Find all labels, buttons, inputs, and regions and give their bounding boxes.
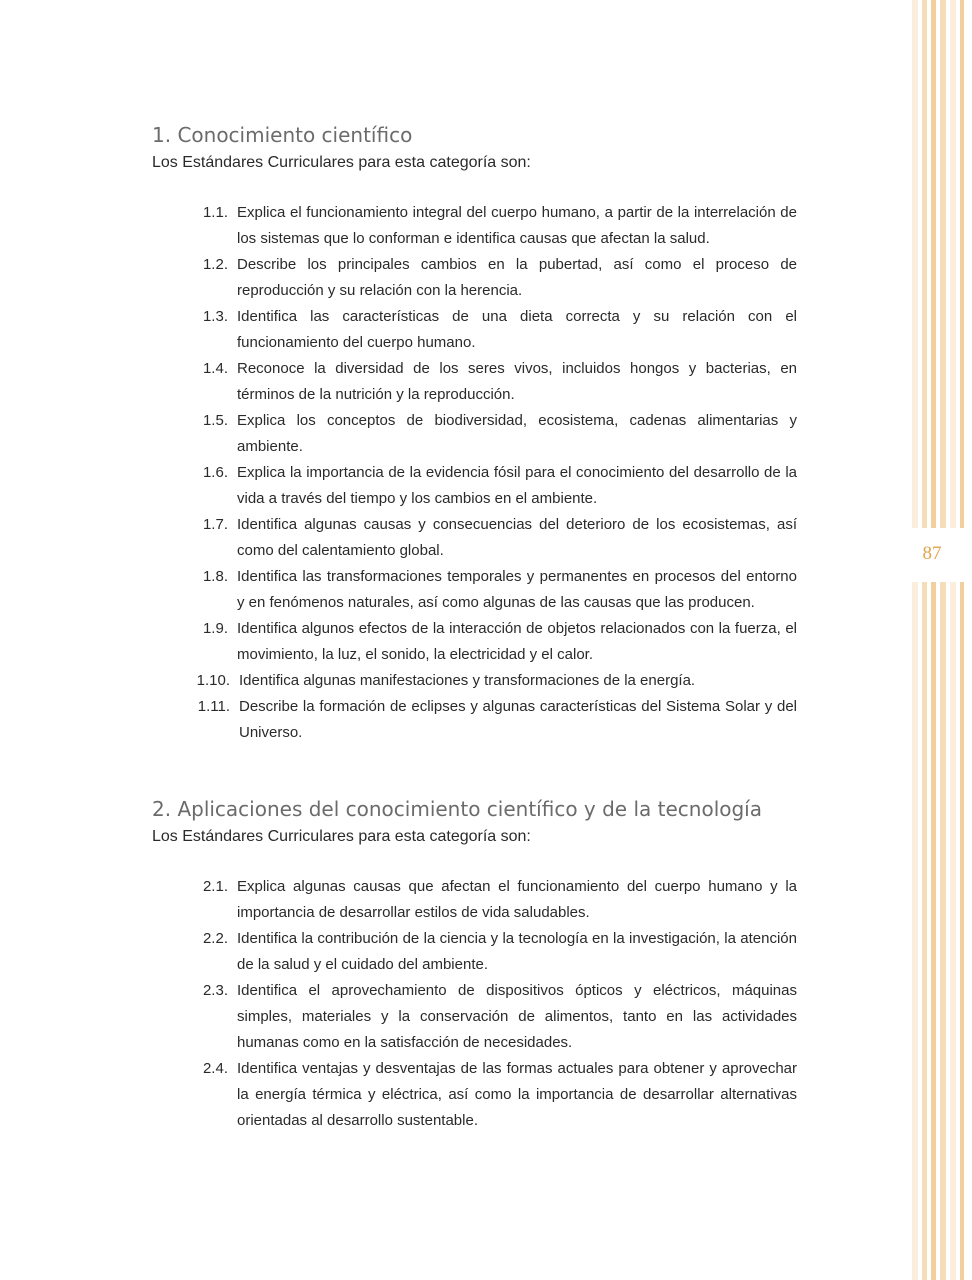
item-text: Explica el funcionamiento integral del cuerpo humano, a partir de la interrelación de los sistemas que lo conforman e identifica causas que afectan la salud. — [237, 204, 797, 247]
item-number: 1.8. — [202, 568, 228, 585]
item-number: 2.2. — [202, 930, 228, 947]
stripe — [950, 0, 956, 1280]
item-number: 1.7. — [202, 516, 228, 533]
item-text: Identifica la contribución de la ciencia y la tecnología en la investigación, la atención de la salud y el cuidado del ambiente. — [237, 930, 797, 973]
list-item — [152, 304, 797, 356]
stripe — [940, 0, 946, 1280]
main-content — [152, 118, 797, 1134]
item-number: 1.4. — [202, 360, 228, 377]
list-item — [152, 694, 797, 746]
item-number: 2.1. — [202, 878, 228, 895]
decorative-side-stripes — [912, 0, 972, 1280]
item-number: 1.9. — [202, 620, 228, 637]
item-text: Identifica el aprovechamiento de dispositivos ópticos y eléctricos, máquinas simples, materiales y la conservación de alimentos, tanto en las actividades humanas como en la satisfacción de necesidades. — [237, 982, 797, 1051]
item-number: 1.11. — [197, 698, 230, 715]
item-text: Identifica ventajas y desventajas de las formas actuales para obtener y aprovechar la energía térmica y eléctrica, así como la importancia de desarrollar alternativas orientadas al desarrollo sustentable. — [237, 1060, 797, 1129]
item-text: Identifica las transformaciones temporales y permanentes en procesos del entorno y en fenómenos naturales, así como algunas de las causas que las producen. — [237, 568, 797, 611]
item-text: Identifica algunas manifestaciones y transformaciones de la energía. — [239, 672, 696, 689]
section-intro: Los Estándares Curriculares para esta categoría son: — [152, 154, 531, 171]
section-title: 2. Aplicaciones del conocimiento científico y de la tecnología — [152, 797, 762, 821]
list-item — [152, 564, 797, 616]
list-item — [152, 616, 797, 668]
item-number: 1.6. — [202, 464, 228, 481]
page-number: 87 — [922, 543, 942, 564]
list-item — [152, 512, 797, 564]
list-item — [152, 460, 797, 512]
list-item — [152, 978, 797, 1056]
item-text: Identifica algunos efectos de la interacción de objetos relacionados con la fuerza, el movimiento, la luz, el sonido, la electricidad y el calor. — [237, 620, 797, 663]
item-text: Explica la importancia de la evidencia fósil para el conocimiento del desarrollo de la vida a través del tiempo y los cambios en el ambiente. — [237, 464, 797, 507]
item-text: Identifica algunas causas y consecuencias del deterioro de los ecosistemas, así como del calentamiento global. — [237, 516, 797, 559]
item-number: 1.3. — [202, 308, 228, 325]
item-number: 1.1. — [202, 204, 228, 221]
item-text: Identifica las características de una dieta correcta y su relación con el funcionamiento del cuerpo humano. — [237, 308, 797, 351]
list-item — [152, 668, 797, 694]
standards-list — [152, 200, 797, 746]
list-item — [152, 926, 797, 978]
item-text: Describe la formación de eclipses y algunas características del Sistema Solar y del Universo. — [239, 698, 797, 741]
standards-list — [152, 874, 797, 1134]
list-item — [152, 1056, 797, 1134]
stripe — [912, 0, 918, 1280]
section-aplicaciones-tecnologia — [152, 792, 797, 1134]
section-title: 1. Conocimiento científico — [152, 123, 413, 147]
list-item — [152, 200, 797, 252]
item-number: 1.10. — [196, 672, 230, 689]
list-item — [152, 874, 797, 926]
item-number: 1.5. — [202, 412, 228, 429]
list-item — [152, 408, 797, 460]
item-text: Explica algunas causas que afectan el funcionamiento del cuerpo humano y la importancia de desarrollar estilos de vida saludables. — [237, 878, 797, 921]
stripe — [922, 0, 927, 1280]
list-item — [152, 356, 797, 408]
item-number: 1.2. — [202, 256, 228, 273]
item-number: 2.3. — [202, 982, 228, 999]
item-number: 2.4. — [202, 1060, 228, 1077]
item-text: Describe los principales cambios en la pubertad, así como el proceso de reproducción y su relación con la herencia. — [237, 256, 797, 299]
item-text: Reconoce la diversidad de los seres vivos, incluidos hongos y bacterias, en términos de la nutrición y la reproducción. — [237, 360, 797, 403]
list-item — [152, 252, 797, 304]
stripe — [931, 0, 936, 1280]
item-text: Explica los conceptos de biodiversidad, ecosistema, cadenas alimentarias y ambiente. — [237, 412, 797, 455]
stripe — [960, 0, 964, 1280]
section-intro: Los Estándares Curriculares para esta categoría son: — [152, 828, 531, 845]
section-conocimiento-cientifico — [152, 118, 797, 746]
